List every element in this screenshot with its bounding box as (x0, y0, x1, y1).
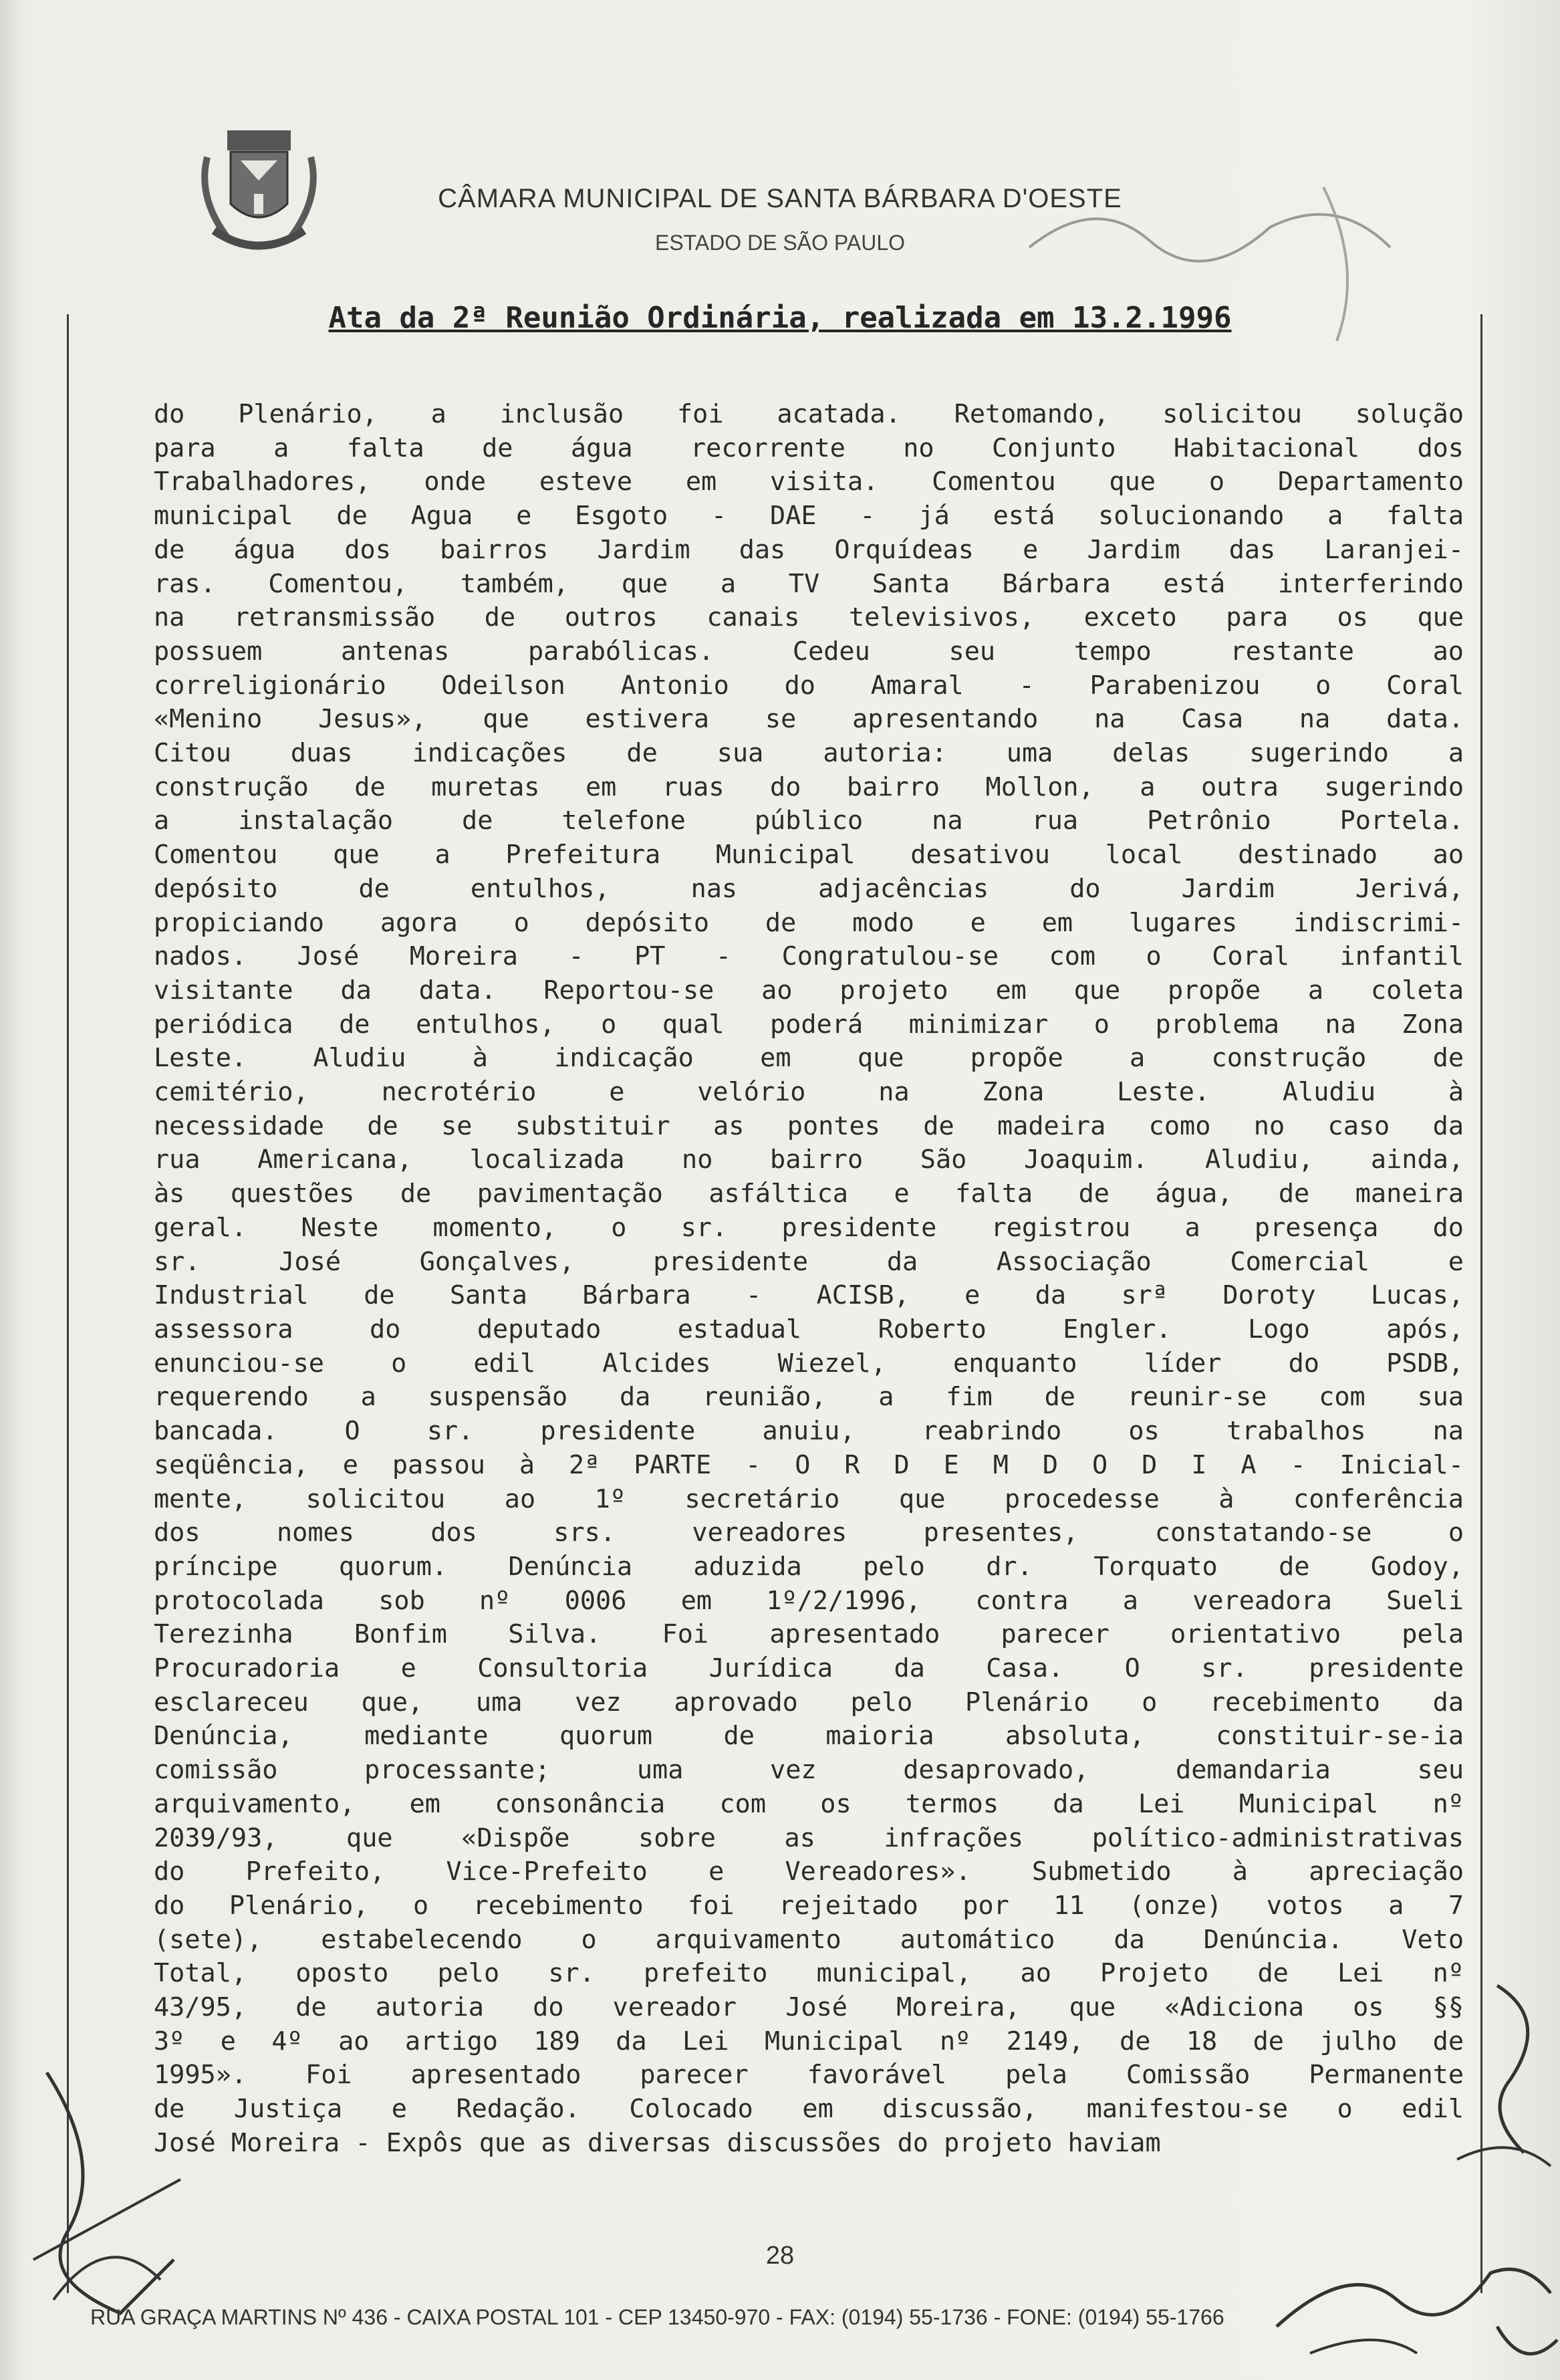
text-line: construção de muretas em ruas do bairro Mollon, a outra sugerindo (154, 771, 1464, 802)
text-line: Denúncia, mediante quorum de maioria absoluta, constituir-se-ia (154, 1721, 1464, 1752)
text-line: possuem antenas parabólicas. Cedeu seu tempo restante ao (154, 636, 1464, 667)
text-line: Comentou que a Prefeitura Municipal desativou local destinado ao (154, 840, 1464, 870)
text-line: Leste. Aludiu à indicação em que propõe a construção de (154, 1043, 1464, 1074)
text-line: José Moreira - Expôs que as diversas discussões do projeto haviam (154, 2127, 1161, 2158)
text-line: às questões de pavimentação asfáltica e falta de água, de maneira (154, 1179, 1464, 1209)
text-line: ras. Comentou, também, que a TV Santa Bárbara está interferindo (154, 568, 1464, 599)
text-line: Industrial de Santa Bárbara - ACISB, e da srª Doroty Lucas, (154, 1280, 1464, 1311)
left-margin-rule (67, 314, 69, 2293)
minutes-body (154, 398, 1464, 2161)
text-line: Procuradoria e Consultoria Jurídica da Casa. O sr. presidente (154, 1653, 1464, 1684)
text-line: para a falta de água recorrente no Conjunto Habitacional dos (154, 433, 1464, 463)
text-line: mente, solicitou ao 1º secretário que procedesse à conferência (154, 1483, 1464, 1514)
text-line: requerendo a suspensão da reunião, a fim de reunir-se com sua (154, 1382, 1464, 1413)
text-line: de Justiça e Redação. Colocado em discussão, manifestou-se o edil (154, 2094, 1464, 2125)
institution-title: CÂMARA MUNICIPAL DE SANTA BÁRBARA D'OESTE (438, 184, 1122, 213)
text-line: (sete), estabelecendo o arquivamento automático da Denúncia. Veto (154, 1924, 1464, 1955)
text-line: bancada. O sr. presidente anuiu, reabrindo os trabalhos na (154, 1416, 1464, 1447)
text-line: do Plenário, o recebimento foi rejeitado por 11 (onze) votos a 7 (154, 1890, 1464, 1921)
text-line: seqüência, e passou à 2ª PARTE - O R D E M D O D I A - Inicial- (154, 1449, 1464, 1480)
text-line: enunciou-se o edil Alcides Wiezel, enquanto líder do PSDB, (154, 1348, 1464, 1379)
text-line: protocolada sob nº 0006 em 1º/2/1996, contra a vereadora Sueli (154, 1585, 1464, 1616)
text-line: correligionário Odeilson Antonio do Amaral - Parabenizou o Coral (154, 670, 1464, 701)
text-line: «Menino Jesus», que estivera se apresentando na Casa na data. (154, 704, 1464, 735)
text-line: de água dos bairros Jardim das Orquídeas e Jardim das Laranjei- (154, 534, 1464, 565)
text-line: dos nomes dos srs. vereadores presentes, constatando-se o (154, 1518, 1464, 1548)
text-line: municipal de Agua e Esgoto - DAE - já está solucionando a falta (154, 501, 1464, 531)
text-line: do Prefeito, Vice-Prefeito e Vereadores». Submetido à apreciação (154, 1857, 1464, 1887)
text-line: Citou duas indicações de sua autoria: uma delas sugerindo a (154, 738, 1464, 769)
text-line: cemitério, necrotério e velório na Zona Leste. Aludiu à (154, 1077, 1464, 1108)
text-line: propiciando agora o depósito de modo e em lugares indiscrimi- (154, 907, 1464, 938)
minutes-title: Ata da 2ª Reunião Ordinária, realizada em 13.2.1996 (328, 301, 1232, 335)
text-line: Total, oposto pelo sr. prefeito municipal, ao Projeto de Lei nº (154, 1958, 1464, 1989)
institution-subtitle: ESTADO DE SÃO PAULO (654, 231, 905, 255)
text-line: do Plenário, a inclusão foi acatada. Retomando, solicitou solução (154, 399, 1464, 429)
text-line: assessora do deputado estadual Roberto Engler. Logo após, (154, 1314, 1464, 1344)
text-line: príncipe quorum. Denúncia aduzida pelo dr. Torquato de Godoy, (154, 1551, 1464, 1582)
footer-address: RUA GRAÇA MARTINS Nº 436 - CAIXA POSTAL 101 - CEP 13450-970 - FAX: (0194) 55-1736 - FONE: (0194) 55-1766 (90, 2305, 1224, 2329)
text-line: esclareceu que, uma vez aprovado pelo Plenário o recebimento da (154, 1687, 1464, 1717)
text-line: Terezinha Bonfim Silva. Foi apresentado parecer orientativo pela (154, 1619, 1464, 1650)
text-line: 43/95, de autoria do vereador José Moreira, que «Adiciona os §§ (154, 1992, 1464, 2023)
text-line: sr. José Gonçalves, presidente da Associação Comercial e (154, 1246, 1464, 1277)
text-line: 2039/93, que «Dispõe sobre as infrações político-administrativas (154, 1822, 1464, 1853)
text-line: visitante da data. Reportou-se ao projeto em que propõe a coleta (154, 975, 1464, 1005)
text-line: depósito de entulhos, nas adjacências do Jardim Jerivá, (154, 873, 1464, 904)
text-line: na retransmissão de outros canais televisivos, exceto para os que (154, 602, 1464, 633)
text-line: comissão processante; uma vez desaprovado, demandaria seu (154, 1755, 1464, 1786)
text-line: periódica de entulhos, o qual poderá minimizar o problema na Zona (154, 1009, 1464, 1040)
right-margin-rule (1480, 314, 1482, 2293)
text-line: arquivamento, em consonância com os termos da Lei Municipal nº (154, 1788, 1464, 1819)
text-line: Trabalhadores, onde esteve em visita. Comentou que o Departamento (154, 467, 1464, 497)
text-line: 1995». Foi apresentado parecer favorável pela Comissão Permanente (154, 2060, 1464, 2091)
text-line: nados. José Moreira - PT - Congratulou-se com o Coral infantil (154, 941, 1464, 972)
text-line: a instalação de telefone público na rua Petrônio Portela. (154, 806, 1464, 836)
text-line: geral. Neste momento, o sr. presidente registrou a presença do (154, 1212, 1464, 1243)
text-line: 3º e 4º ao artigo 189 da Lei Municipal nº 2149, de 18 de julho de (154, 2026, 1464, 2056)
page-number: 28 (765, 2242, 795, 2270)
text-line: necessidade de se substituir as pontes de madeira como no caso da (154, 1110, 1464, 1141)
text-line: rua Americana, localizada no bairro São Joaquim. Aludiu, ainda, (154, 1145, 1464, 1175)
